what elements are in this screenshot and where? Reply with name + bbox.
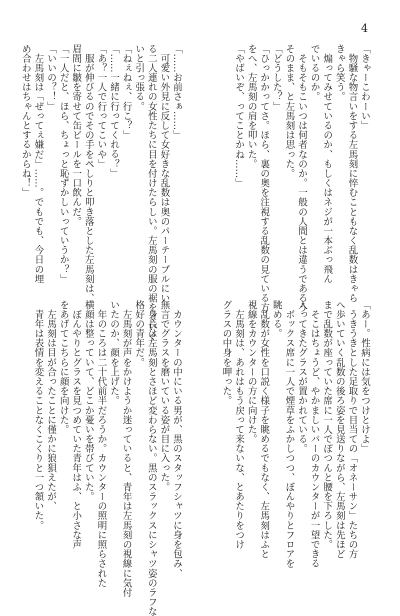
text-line: カウンターの中にいる男が、黒のスタッフシャツに身を包み、 — [171, 300, 182, 579]
text-line: 「いいの？！」 — [45, 44, 57, 112]
text-line: 「どうした？」 — [270, 44, 282, 112]
text-line: いたのか、顔を上げた。 — [108, 300, 120, 406]
text-line: そのまま、と左馬刻は思った。 — [283, 44, 295, 179]
text-line: 左馬刻が声をかけようか迷っていると、青年は左馬刻の視線に気付 — [120, 300, 132, 598]
text-line: でいるのか。 — [308, 44, 320, 102]
text-line: 「やばいぞ、ってことかね……」 — [233, 44, 245, 188]
text-line: そもそもこいつは何者なのか。一般の人間とは違うであろう — [296, 44, 308, 313]
text-line: をへ、左馬刻の肩を叩いた。 — [245, 44, 257, 169]
text-line: をあげてこちらに顔を向けた。 — [57, 300, 69, 435]
text-line: 入ってきたグラスが置かれている。 — [296, 300, 308, 454]
text-line: 「……一緒に行ってくれる？」 — [108, 44, 120, 179]
text-line: 「あー。性病には気をつけとけよ」 — [359, 300, 370, 454]
text-line: 青年は表情を変えることなくこくりと一つ頷いた。 — [32, 300, 44, 531]
lower-right-column — [190, 300, 370, 569]
text-line: 横顔は整っていて、どこか憂いを帯びていた。 — [82, 300, 94, 502]
text-line: 煽ってみせているのか、もしくはネジが一本ぶっ飛ん — [321, 44, 333, 284]
text-line: きゃら笑う。 — [333, 44, 345, 102]
text-line: 「あ？一人で行ってこいや」 — [95, 44, 107, 169]
text-line: 乱数が女性を口説く様子を眺めるでもなく、左馬刻はふと — [258, 300, 270, 559]
text-line: 服が伸びるのでその手をぺしりと叩き落とした左馬刻は、 — [82, 44, 94, 303]
text-line: へ歩いていく乱数の後ろ姿を見送りながら、左馬刻は先ほど — [333, 300, 345, 559]
text-line: いと引っ張る。 — [133, 44, 145, 112]
text-line: 可愛い外見に反して女好きな乱数は奥のパーテーブルにい — [158, 44, 170, 303]
text-line: 視線をカウンターの方に向けた。 — [245, 300, 257, 444]
text-line: 左馬刻は、あれはもう戻って来ないな、とあたりをつけ — [233, 300, 245, 550]
text-line: 眺める。 — [270, 300, 282, 339]
text-line: 左馬刻は「ぜってぇ嫌だ」……。でもでも、今日の埋 — [32, 44, 44, 284]
text-line: そこはちょうど、やかましいバーのカウンターが一望できる — [308, 300, 320, 569]
text-line: ぼんやりとグラスを見つめていた青年はふ、と小さな声 — [70, 300, 82, 550]
text-line: 物騒な物言いをする左馬刻に悴むこともなく乱数はきゃら — [346, 44, 358, 303]
text-line: グラスの中身を呷った。 — [220, 300, 232, 406]
text-line: 「ひっかかってさ。ほら、裏の奥を注視する乱数の見ている方 — [258, 44, 270, 313]
text-line: まで乱数が座っていた席に一人でぽつんと腰を下ろした。 — [321, 300, 333, 550]
text-line: 「きゃーこわーい」 — [359, 44, 370, 131]
text-line: 無言でグラスを磨いている姿が目に入った。 — [158, 300, 170, 492]
page-number: 4 — [361, 22, 368, 35]
text-line: 「一人だと、ほら、ちょっと恥ずかしいっていうか？」 — [57, 44, 69, 284]
text-line: 「ねぇねぇ、行こ？」 — [120, 44, 132, 140]
text-line: 身長は左馬刻とさほど変わらない。黒のスラックスにシャツ姿のラフな — [145, 300, 157, 616]
text-line: 左馬刻は目が合ったことに僅かに狼狽えたが、 — [45, 300, 57, 511]
text-line: 眉間に皺を寄せて缶ビールを一口飲んだ。 — [70, 44, 82, 227]
text-line: 格好の青年だ。 — [133, 300, 145, 368]
text-line: る二人連れの女性たちに目を付けたらしい。左馬刻の服の裾をぐいぐ — [145, 44, 157, 342]
text-line: 「……お前さぁ……」 — [171, 44, 182, 140]
upper-right-column — [198, 44, 370, 313]
lower-left-column — [30, 300, 182, 616]
text-line: うきうきとした足取りで目当ての「オネーサン」たちの方 — [346, 300, 358, 559]
text-line: め合わせはちゃんとするからね！」 — [19, 44, 31, 198]
text-line: ボックス席に一人で煙草をふかしつつ、ぼんやりとフロアを — [283, 300, 295, 569]
text-line: 年のころは二十代前半だろうか。カウンターの照明に照らされた — [95, 300, 107, 588]
